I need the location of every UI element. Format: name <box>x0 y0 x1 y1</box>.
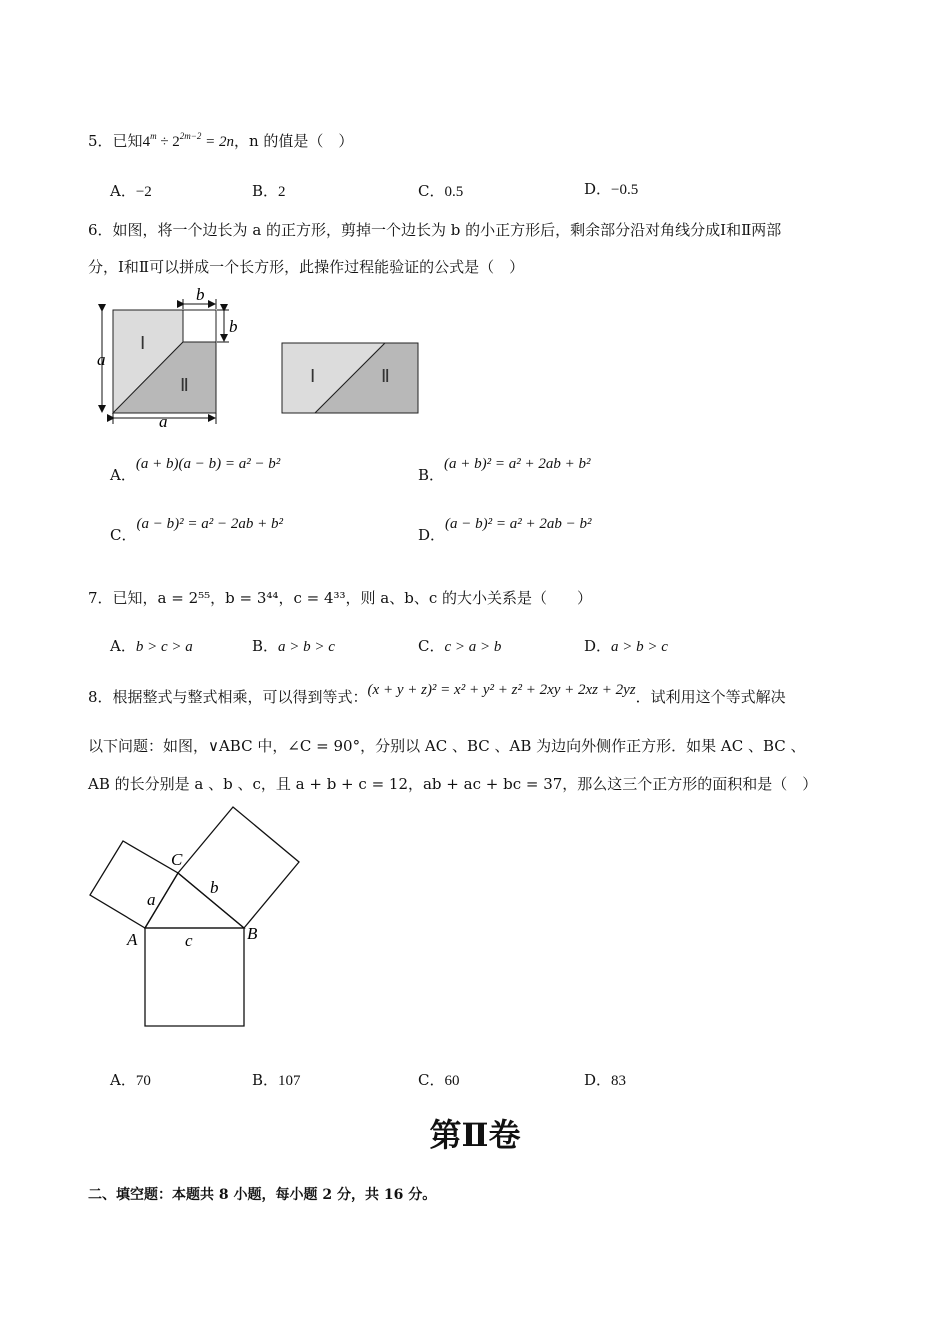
q5-base1: 4 <box>142 134 151 150</box>
q8-figure <box>85 805 310 1040</box>
q8-square-a <box>90 841 178 928</box>
q7-option-b-letter: B． <box>252 637 279 655</box>
q8-option-c-letter: C． <box>418 1071 445 1089</box>
q7-option-b-value: a > b > c <box>278 639 335 655</box>
q7-option-b[interactable] <box>252 635 335 656</box>
q6-stem-line2: 分，Ⅰ和Ⅱ可以拼成一个长方形，此操作过程能验证的公式是（ ） <box>88 258 525 276</box>
q7-option-a[interactable] <box>110 635 193 656</box>
q6-option-d-letter: D． <box>418 526 446 544</box>
q7-option-d-value: a > b > c <box>611 639 668 655</box>
q7-option-c-value: c > a > b <box>444 639 502 655</box>
q5-post: ，n 的值是（ ） <box>234 132 354 150</box>
q8-formula: (x + y + z)² = x² + y² + z² + 2xy + 2xz + 2yz <box>367 682 636 698</box>
q7-option-a-letter: A． <box>110 637 136 655</box>
q5-expr <box>142 131 234 150</box>
q6-stem-line1: 6．如图，将一个边长为 a 的正方形，剪掉一个边长为 b 的小正方形后，剩余部分沿对角线分成Ⅰ和Ⅱ两部 <box>88 221 782 239</box>
q5-option-a-value: −2 <box>135 184 152 200</box>
q8-option-d-letter: D． <box>584 1071 612 1089</box>
q8-option-a[interactable] <box>110 1069 151 1090</box>
q6-option-c-letter: C． <box>110 526 137 544</box>
q8-option-b-letter: B． <box>252 1071 279 1089</box>
q7-option-c[interactable] <box>418 635 501 656</box>
q5-exp2: 2m−2 <box>179 131 202 141</box>
q8-line1-post: ．试利用这个等式解决 <box>635 688 786 706</box>
q7-option-a-value: b > c > a <box>135 639 193 655</box>
section2-heading: 二、填空题：本题共 8 小题，每小题 2 分，共 16 分。 <box>88 1187 437 1203</box>
q8-side-a: a <box>147 890 156 909</box>
q5-option-d-value: −0.5 <box>611 182 639 198</box>
q6-option-a-letter: A． <box>110 466 136 484</box>
q6-label-a-bottom: a <box>159 412 168 430</box>
q6-label-a-left: a <box>97 350 106 369</box>
q8-option-c[interactable] <box>418 1069 459 1090</box>
q5-pre: 已知 <box>112 132 143 150</box>
q5-number: 5． <box>88 132 113 150</box>
q7-stem: 7．已知，a = 2⁵⁵，b = 3⁴⁴，c = 4³³，则 a、b、c 的大小关系是（ ） <box>88 589 592 607</box>
q5-rhs: = 2n <box>201 134 234 150</box>
q6-option-a-value: (a + b)(a − b) = a² − b² <box>135 456 281 472</box>
q7-option-d-letter: D． <box>584 637 612 655</box>
q5-stem <box>88 130 353 151</box>
q5-option-a-letter: A． <box>110 182 136 200</box>
q8-option-c-value: 60 <box>444 1073 460 1089</box>
q5-option-b[interactable] <box>252 180 286 201</box>
q5-div: ÷ <box>156 134 173 150</box>
q6-option-b-letter: B． <box>418 466 445 484</box>
q6-option-a[interactable] <box>110 452 281 484</box>
q6-option-d-value: (a − b)² = a² + 2ab − b² <box>445 516 592 532</box>
q5-option-a[interactable] <box>110 180 152 201</box>
q5-option-c-value: 0.5 <box>444 184 464 200</box>
q8-option-a-value: 70 <box>135 1073 151 1089</box>
q8-vertex-c: C <box>171 850 183 869</box>
part2-title: 第Ⅱ卷 <box>429 1116 521 1154</box>
q8-option-a-letter: A． <box>110 1071 136 1089</box>
q5-option-c[interactable] <box>418 180 463 201</box>
q6-option-d[interactable] <box>418 512 592 544</box>
q6-label-b-right: b <box>229 317 238 336</box>
q5-option-d[interactable] <box>584 178 638 199</box>
q7-option-c-letter: C． <box>418 637 445 655</box>
q8-line1-pre: 8．根据整式与整式相乘，可以得到等式： <box>88 688 368 706</box>
q8-option-d-value: 83 <box>611 1073 627 1089</box>
q6-option-b-value: (a + b)² = a² + 2ab + b² <box>444 456 591 472</box>
q6-region-1-label: Ⅰ <box>140 333 146 353</box>
q5-option-c-letter: C． <box>418 182 445 200</box>
q8-vertex-b: B <box>247 924 258 943</box>
q8-square-c <box>145 928 244 1026</box>
q8-side-b: b <box>210 878 219 897</box>
q6-option-c-value: (a − b)² = a² − 2ab + b² <box>136 516 283 532</box>
q5-base2: 2 <box>172 134 180 150</box>
q8-option-d[interactable] <box>584 1069 626 1090</box>
q5-option-b-letter: B． <box>252 182 279 200</box>
q5-option-b-value: 2 <box>278 184 286 200</box>
q8-square-b <box>178 807 299 928</box>
q8-option-b[interactable] <box>252 1069 301 1090</box>
q6-rect-region-1-label: Ⅰ <box>310 366 316 386</box>
q6-option-c[interactable] <box>110 512 283 544</box>
q6-removed-square <box>183 310 216 342</box>
q6-option-b[interactable] <box>418 452 591 484</box>
q8-option-b-value: 107 <box>278 1073 301 1089</box>
q6-region-2-label: Ⅱ <box>180 375 189 395</box>
q7-option-d[interactable] <box>584 635 668 656</box>
q8-vertex-a: A <box>127 930 138 949</box>
q8-side-c: c <box>185 931 193 950</box>
q6-label-b-top: b <box>196 285 205 304</box>
q6-figure <box>95 285 435 430</box>
q6-rect-region-2-label: Ⅱ <box>381 366 390 386</box>
q8-stem-line3: AB 的长分别是 a 、b 、c，且 a + b + c = 12，ab + ac + bc = 37，那么这三个正方形的面积和是（ ） <box>88 775 818 793</box>
q5-exp1: m <box>150 131 157 141</box>
q8-triangle <box>145 873 244 928</box>
q5-option-d-letter: D． <box>584 180 612 198</box>
q8-stem-line2: 以下问题：如图，∨ABC 中，∠C = 90°，分别以 AC 、BC 、AB 为边向外侧作正方形．如果 AC 、BC 、 <box>88 737 806 755</box>
q8-stem-line1 <box>88 682 786 707</box>
